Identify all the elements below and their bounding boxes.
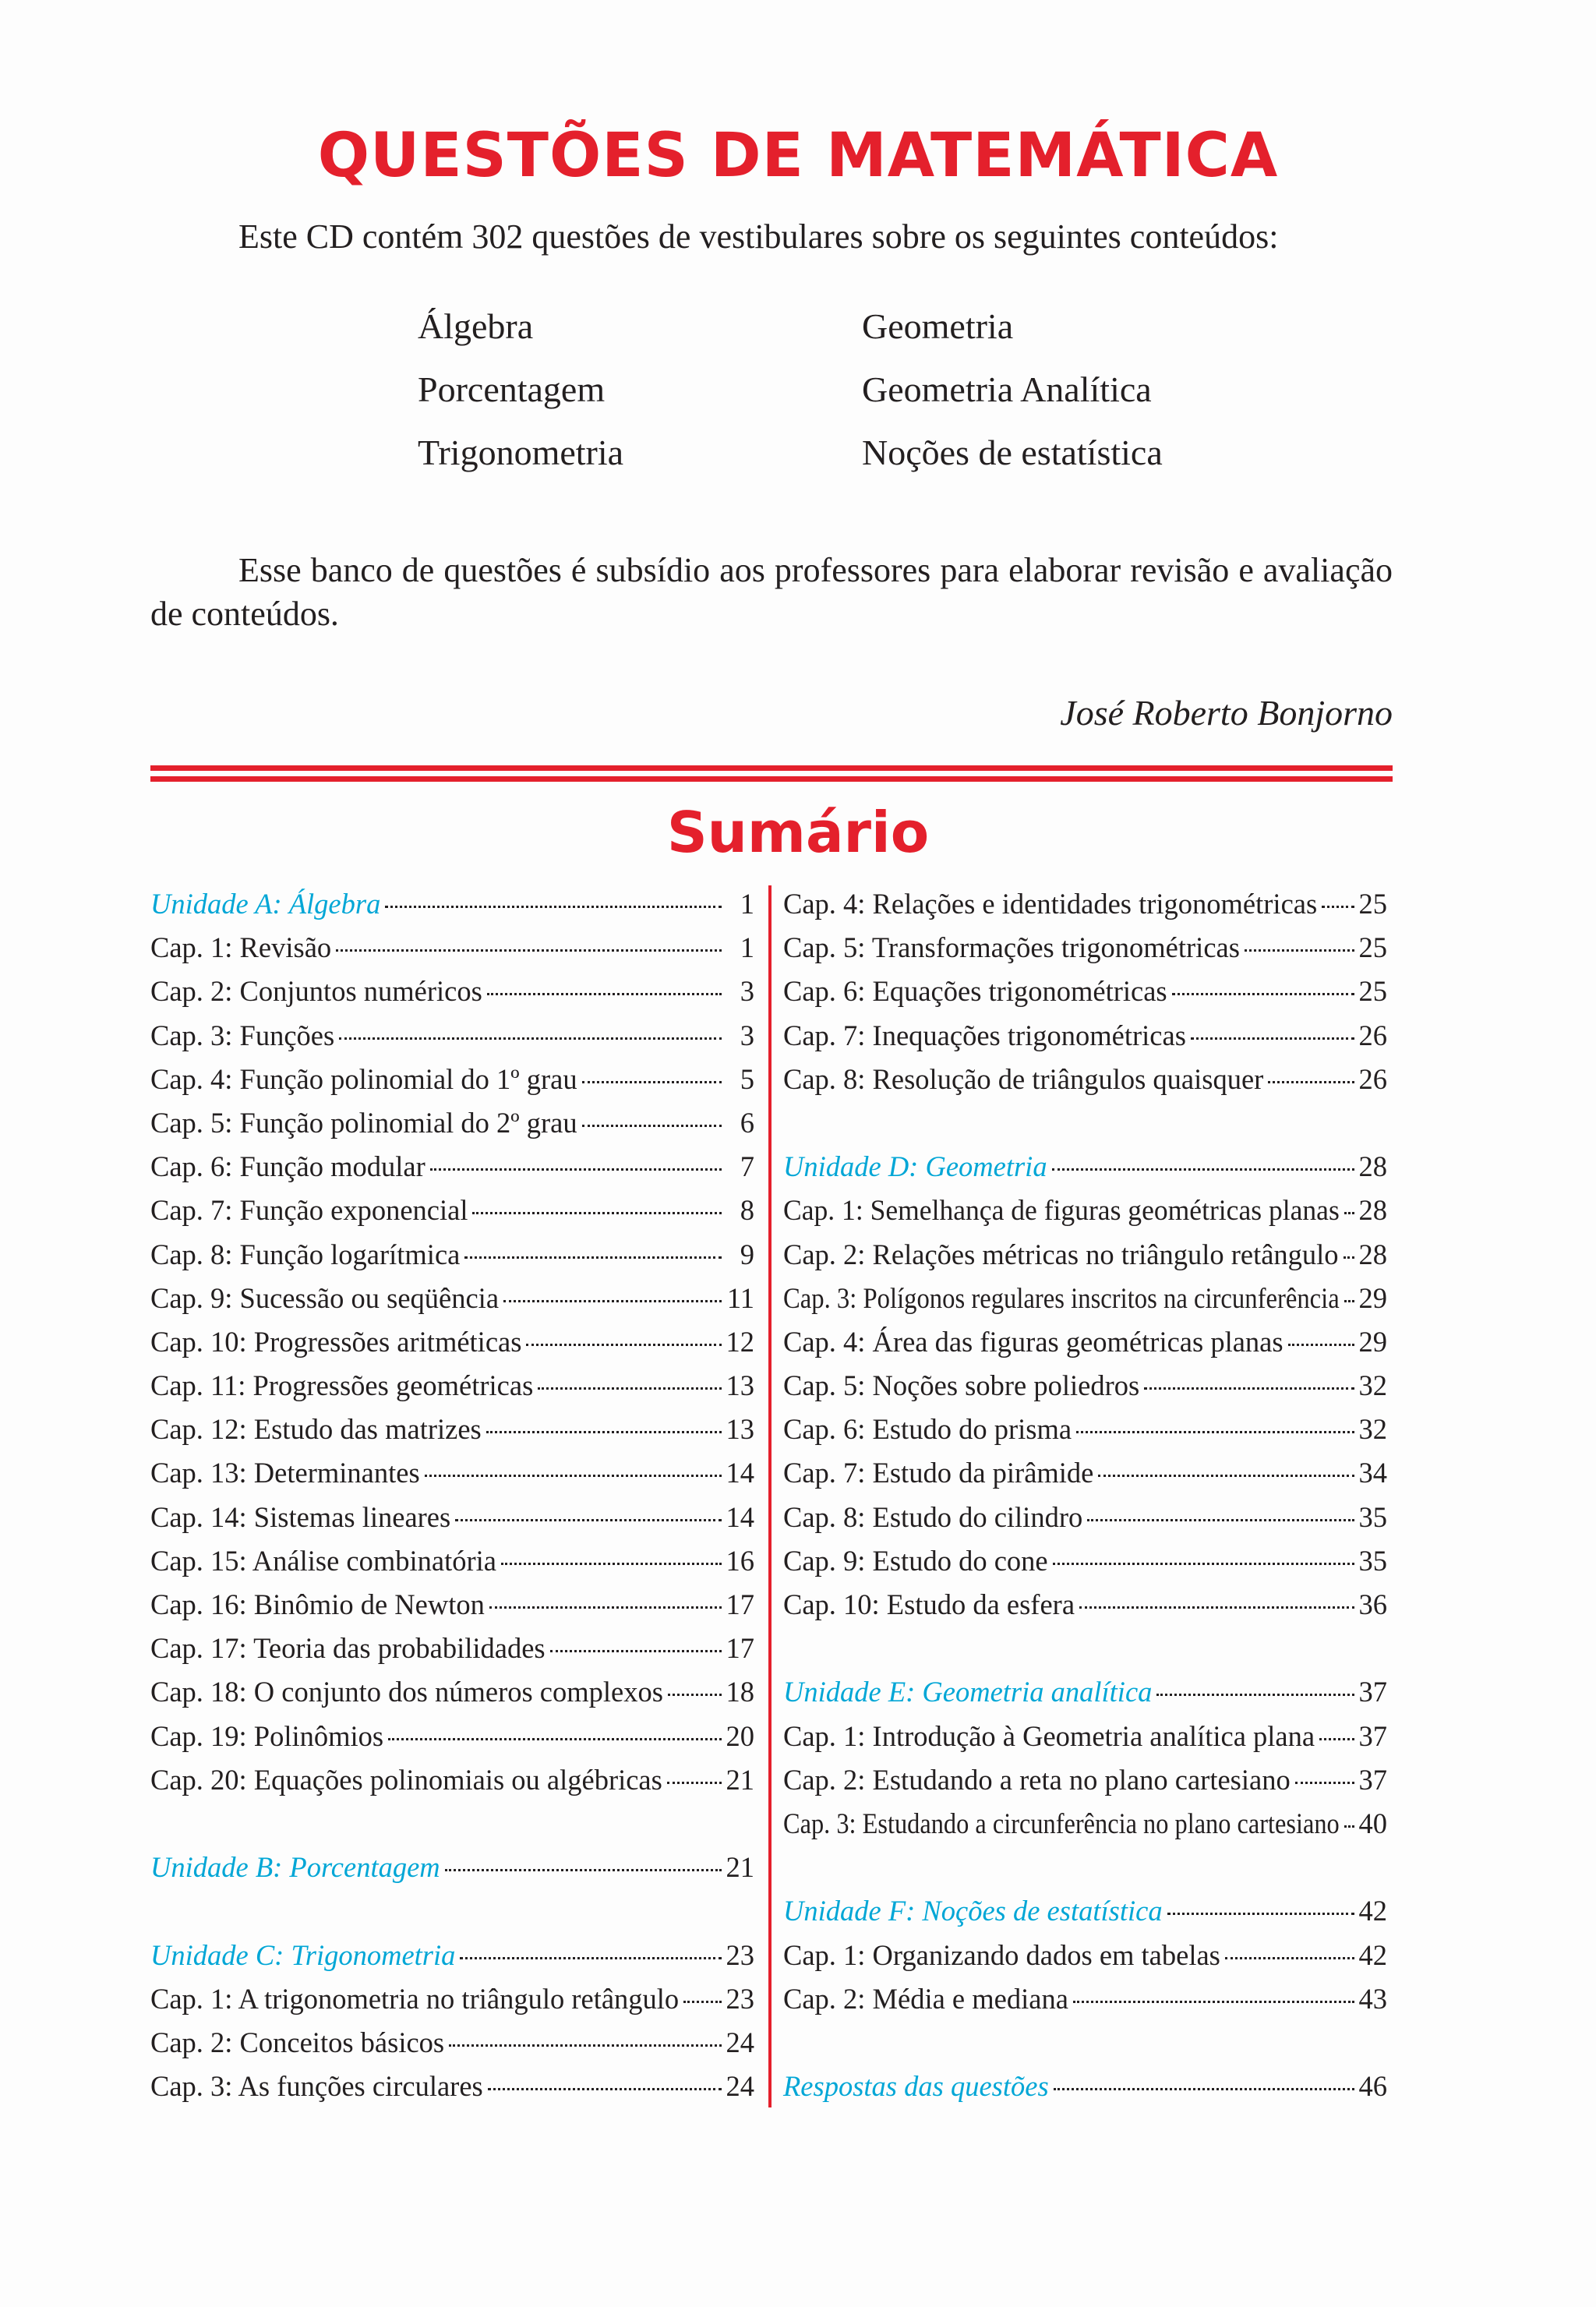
toc-page-number: 37 (1358, 1676, 1387, 1708)
toc-leader-dots (487, 993, 722, 995)
toc-page-number: 16 (726, 1544, 754, 1577)
toc-leader-dots (667, 1782, 722, 1784)
toc-page-number: 18 (726, 1676, 754, 1708)
toc-label: Cap. 9: Estudo do cone (783, 1544, 1048, 1577)
toc-page-number: 28 (1358, 1150, 1387, 1183)
toc-chapter-link[interactable] (783, 1320, 1387, 1364)
toc-label: Cap. 1: Organizando dados em tabelas (783, 1938, 1220, 1971)
toc-leader-dots (489, 1606, 722, 1609)
toc-page-number: 25 (1358, 888, 1387, 920)
toc-leader-dots (1344, 1212, 1354, 1214)
toc-page-number: 42 (1358, 1895, 1387, 1927)
toc-chapter-link[interactable] (150, 1277, 754, 1320)
toc-page-number: 1 (740, 888, 754, 920)
toc-leader-dots (668, 1694, 722, 1696)
toc-leader-dots (1344, 1256, 1354, 1259)
toc-page-number: 42 (1358, 1938, 1387, 1971)
toc-label: Cap. 12: Estudo das matrizes (150, 1413, 482, 1446)
toc-leader-dots (1322, 906, 1354, 908)
toc-spacer (783, 2021, 1387, 2065)
toc-spacer (783, 1627, 1387, 1670)
toc-label: Cap. 6: Estudo do prisma (783, 1413, 1072, 1446)
toc-chapter-link[interactable] (783, 1058, 1387, 1101)
divider-line (150, 765, 1393, 771)
toc-label: Cap. 3: Funções (150, 1019, 335, 1051)
toc-page-number: 21 (726, 1851, 754, 1884)
toc-label: Unidade F: Noções de estatística (783, 1895, 1163, 1927)
toc-label: Cap. 13: Determinantes (150, 1457, 420, 1489)
toc-label: Cap. 2: Conceitos básicos (150, 2026, 445, 2058)
toc-page-number: 32 (1358, 1369, 1387, 1402)
toc-chapter-link[interactable] (783, 1758, 1387, 1802)
toc-label: Cap. 10: Estudo da esfera (783, 1588, 1075, 1620)
table-of-contents-title: Sumário (666, 800, 930, 865)
toc-page-number: 14 (726, 1500, 754, 1533)
toc-leader-dots (1295, 1782, 1354, 1784)
toc-leader-dots (1288, 1344, 1354, 1346)
toc-label: Unidade E: Geometria analítica (783, 1676, 1153, 1708)
toc-chapter-link[interactable] (150, 1670, 754, 1714)
toc-leader-dots (683, 2001, 721, 2003)
toc-chapter-link[interactable] (783, 1189, 1387, 1232)
divider-line (150, 776, 1393, 782)
toc-page-number: 3 (740, 1019, 754, 1051)
toc-chapter-link[interactable] (783, 1934, 1387, 1977)
toc-page-number: 13 (726, 1369, 754, 1402)
toc-spacer (150, 1802, 754, 1846)
toc-label: Cap. 6: Função modular (150, 1150, 425, 1183)
toc-chapter-link[interactable] (150, 1758, 754, 1802)
toc-chapter-link[interactable] (783, 926, 1387, 970)
toc-label: Cap. 19: Polinômios (150, 1719, 384, 1752)
toc-label: Cap. 7: Estudo da pirâmide (783, 1457, 1094, 1489)
toc-chapter-link[interactable] (150, 970, 754, 1013)
toc-page-number: 9 (740, 1238, 754, 1270)
toc-leader-dots (1076, 1431, 1354, 1433)
toc-leader-dots (1098, 1475, 1354, 1477)
toc-label: Cap. 9: Sucessão ou seqüência (150, 1281, 500, 1314)
toc-label: Cap. 7: Inequações trigonométricas (783, 1019, 1186, 1051)
toc-chapter-link[interactable] (150, 1583, 754, 1627)
toc-page-number: 34 (1358, 1457, 1387, 1489)
toc-leader-dots (582, 1125, 722, 1127)
toc-leader-dots (1144, 1387, 1354, 1390)
toc-page-number: 43 (1358, 1982, 1387, 2015)
toc-column-right (783, 882, 1387, 2108)
toc-label: Cap. 2: Média e mediana (783, 1982, 1068, 2015)
toc-chapter-link[interactable] (783, 1014, 1387, 1058)
toc-chapter-link[interactable] (150, 1189, 754, 1232)
toc-spacer (783, 1101, 1387, 1145)
toc-chapter-link[interactable] (150, 1101, 754, 1145)
toc-label: Cap. 3: Estudando a circunferência no plano cartesiano (783, 1807, 1340, 1839)
topic-item: Geometria (862, 306, 1014, 346)
toc-spacer (150, 1889, 754, 1933)
toc-label: Cap. 16: Binômio de Newton (150, 1588, 485, 1620)
toc-chapter-link[interactable] (150, 1627, 754, 1670)
toc-label: Cap. 3: Polígonos regulares inscritos na circunferência (783, 1281, 1340, 1314)
toc-label: Cap. 8: Função logarítmica (150, 1238, 461, 1270)
toc-label: Respostas das questões (783, 2070, 1049, 2103)
toc-page-number: 35 (1358, 1500, 1387, 1533)
toc-label: Cap. 1: Semelhança de figuras geométricas planas (783, 1194, 1340, 1227)
toc-chapter-link[interactable] (150, 1496, 754, 1539)
toc-chapter-link[interactable] (150, 1977, 754, 2021)
toc-chapter-link[interactable] (150, 1145, 754, 1189)
toc-page-number: 1 (740, 931, 754, 964)
toc-leader-dots (501, 1563, 722, 1565)
toc-leader-dots (1079, 1606, 1354, 1609)
toc-spacer (783, 1846, 1387, 1889)
toc-page-number: 6 (740, 1106, 754, 1139)
toc-chapter-link[interactable] (150, 1014, 754, 1058)
toc-unit-link[interactable] (783, 1670, 1387, 1714)
toc-leader-dots (1268, 1081, 1354, 1083)
toc-page-number: 13 (726, 1413, 754, 1446)
toc-label: Unidade D: Geometria (783, 1150, 1047, 1183)
toc-unit-link[interactable] (783, 2065, 1387, 2108)
toc-label: Cap. 5: Função polinomial do 2º grau (150, 1106, 577, 1139)
toc-leader-dots (1156, 1694, 1354, 1696)
toc-label: Cap. 2: Relações métricas no triângulo retângulo (783, 1238, 1339, 1270)
toc-leader-dots (582, 1081, 722, 1083)
toc-leader-dots (1344, 1825, 1354, 1828)
toc-page-number: 12 (726, 1325, 754, 1358)
toc-unit-link[interactable] (783, 1889, 1387, 1933)
toc-label: Cap. 20: Equações polinomiais ou algébricas (150, 1763, 662, 1796)
toc-label: Unidade C: Trigonometria (150, 1938, 456, 1971)
toc-leader-dots (425, 1475, 722, 1477)
toc-page-number: 25 (1358, 975, 1387, 1008)
toc-label: Cap. 17: Teoria das probabilidades (150, 1632, 546, 1665)
topics-list (418, 295, 1275, 484)
toc-page-number: 3 (740, 975, 754, 1008)
toc-leader-dots (1087, 1519, 1354, 1521)
toc-leader-dots (503, 1300, 722, 1302)
author-signature: José Roberto Bonjorno (1060, 693, 1393, 733)
toc-leader-dots (1344, 1300, 1354, 1302)
toc-leader-dots (1172, 993, 1354, 995)
toc-chapter-link[interactable] (150, 1715, 754, 1758)
toc-label: Cap. 2: Estudando a reta no plano cartesiano (783, 1763, 1291, 1796)
toc-label: Cap. 1: A trigonometria no triângulo retângulo (150, 1982, 680, 2015)
toc-chapter-link[interactable] (783, 970, 1387, 1013)
toc-leader-dots (388, 1738, 721, 1740)
toc-page-number: 40 (1358, 1807, 1387, 1839)
toc-page-number: 11 (726, 1281, 754, 1314)
toc-label: Cap. 4: Função polinomial do 1º grau (150, 1062, 577, 1095)
toc-page-number: 20 (726, 1719, 754, 1752)
toc-page-number: 37 (1358, 1719, 1387, 1752)
toc-leader-dots (430, 1168, 722, 1171)
toc-leader-dots (1319, 1738, 1354, 1740)
toc-page-number: 29 (1358, 1281, 1387, 1314)
toc-page-number: 29 (1358, 1325, 1387, 1358)
toc-chapter-link[interactable] (783, 1408, 1387, 1451)
toc-chapter-link[interactable] (783, 1715, 1387, 1758)
toc-page-number: 32 (1358, 1413, 1387, 1446)
toc-unit-link[interactable] (783, 1145, 1387, 1189)
toc-chapter-link[interactable] (783, 1583, 1387, 1627)
toc-chapter-link[interactable] (150, 2021, 754, 2065)
toc-label: Cap. 11: Progressões geométricas (150, 1369, 534, 1402)
toc-leader-dots (455, 1519, 721, 1521)
toc-chapter-link[interactable] (150, 1233, 754, 1277)
toc-page-number: 28 (1358, 1238, 1387, 1270)
description-paragraph: Esse banco de questões é subsídio aos professores para elaborar revisão e avaliação de conteúdos. (150, 551, 1393, 633)
page-title: QUESTÕES DE MATEMÁTICA (317, 121, 1279, 191)
toc-chapter-link[interactable] (150, 926, 754, 970)
topic-item: Trigonometria (418, 433, 624, 472)
topic-item: Porcentagem (418, 369, 606, 409)
toc-unit-link[interactable] (150, 882, 754, 926)
toc-chapter-link[interactable] (783, 1233, 1387, 1277)
toc-chapter-link[interactable] (150, 2065, 754, 2108)
toc-label: Cap. 8: Resolução de triângulos quaisquer (783, 1062, 1264, 1095)
toc-label: Cap. 15: Análise combinatória (150, 1544, 496, 1577)
toc-label: Cap. 4: Relações e identidades trigonométricas (783, 888, 1318, 920)
toc-label: Cap. 7: Função exponencial (150, 1194, 468, 1227)
toc-label: Cap. 8: Estudo do cilindro (783, 1500, 1083, 1533)
toc-leader-dots (1053, 1563, 1354, 1565)
column-divider (768, 885, 772, 2107)
toc-leader-dots (1073, 2001, 1354, 2003)
toc-leader-dots (1225, 1957, 1354, 1959)
toc-leader-dots (550, 1650, 722, 1652)
toc-page-number: 24 (726, 2026, 754, 2058)
toc-label: Cap. 2: Conjuntos numéricos (150, 975, 482, 1008)
toc-leader-dots (1191, 1037, 1354, 1040)
toc-chapter-link[interactable] (783, 882, 1387, 926)
toc-leader-dots (460, 1957, 721, 1959)
toc-label: Cap. 6: Equações trigonométricas (783, 975, 1167, 1008)
topic-item: Noções de estatística (862, 433, 1163, 472)
topic-item: Geometria Analítica (862, 369, 1152, 409)
toc-page-number: 23 (726, 1982, 754, 2015)
toc-chapter-link[interactable] (150, 1058, 754, 1101)
toc-leader-dots (339, 1037, 722, 1040)
toc-label: Cap. 18: O conjunto dos números complexos (150, 1676, 663, 1708)
toc-chapter-link[interactable] (783, 1539, 1387, 1583)
topic-item: Álgebra (418, 306, 534, 346)
toc-label: Cap. 3: As funções circulares (150, 2070, 483, 2103)
toc-label: Cap. 4: Área das figuras geométricas planas (783, 1325, 1284, 1358)
toc-leader-dots (336, 949, 722, 952)
toc-unit-link[interactable] (150, 1934, 754, 1977)
toc-page-number: 26 (1358, 1019, 1387, 1051)
toc-page-number: 23 (726, 1938, 754, 1971)
toc-chapter-link[interactable] (783, 1802, 1387, 1846)
toc-label: Unidade B: Porcentagem (150, 1851, 440, 1884)
toc-page-number: 35 (1358, 1544, 1387, 1577)
toc-chapter-link[interactable] (150, 1539, 754, 1583)
toc-leader-dots (1167, 1913, 1354, 1915)
toc-chapter-link[interactable] (150, 1451, 754, 1495)
toc-label: Cap. 1: Introdução à Geometria analítica plana (783, 1719, 1315, 1752)
toc-label: Cap. 14: Sistemas lineares (150, 1500, 451, 1533)
toc-page-number: 25 (1358, 931, 1387, 964)
toc-leader-dots (1054, 2088, 1354, 2090)
toc-page-number: 17 (726, 1632, 754, 1665)
toc-leader-dots (385, 906, 722, 908)
toc-leader-dots (1052, 1168, 1354, 1171)
toc-page-number: 17 (726, 1588, 754, 1620)
toc-leader-dots (486, 1431, 722, 1433)
toc-leader-dots (488, 2088, 722, 2090)
toc-page-number: 36 (1358, 1588, 1387, 1620)
toc-page-number: 24 (726, 2070, 754, 2103)
toc-page-number: 7 (740, 1150, 754, 1183)
toc-chapter-link[interactable] (150, 1320, 754, 1364)
toc-chapter-link[interactable] (150, 1364, 754, 1408)
toc-chapter-link[interactable] (783, 1451, 1387, 1495)
toc-unit-link[interactable] (150, 1846, 754, 1889)
toc-page-number: 5 (740, 1062, 754, 1095)
toc-page-number: 21 (726, 1763, 754, 1796)
toc-label: Cap. 1: Revisão (150, 931, 332, 964)
toc-chapter-link[interactable] (783, 1364, 1387, 1408)
toc-column-left (150, 882, 754, 2108)
toc-leader-dots (526, 1344, 721, 1346)
toc-chapter-link[interactable] (150, 1408, 754, 1451)
toc-page-number: 14 (726, 1457, 754, 1489)
toc-page-number: 8 (740, 1194, 754, 1227)
toc-leader-dots (472, 1212, 722, 1214)
toc-label: Cap. 5: Noções sobre poliedros (783, 1369, 1140, 1402)
intro-text: Este CD contém 302 questões de vestibulares sobre os seguintes conteúdos: (238, 217, 1279, 256)
toc-leader-dots (1245, 949, 1354, 952)
toc-leader-dots (449, 2044, 721, 2047)
toc-page-number: 28 (1358, 1194, 1387, 1227)
toc-page-number: 46 (1358, 2070, 1387, 2103)
toc-chapter-link[interactable] (783, 1977, 1387, 2021)
toc-chapter-link[interactable] (783, 1277, 1387, 1320)
toc-label: Cap. 5: Transformações trigonométricas (783, 931, 1240, 964)
toc-leader-dots (445, 1869, 722, 1871)
toc-leader-dots (538, 1387, 721, 1390)
toc-label: Cap. 10: Progressões aritméticas (150, 1325, 522, 1358)
toc-page-number: 26 (1358, 1062, 1387, 1095)
toc-chapter-link[interactable] (783, 1496, 1387, 1539)
toc-label: Unidade A: Álgebra (150, 888, 381, 920)
toc-page-number: 37 (1358, 1763, 1387, 1796)
toc-leader-dots (464, 1256, 722, 1259)
